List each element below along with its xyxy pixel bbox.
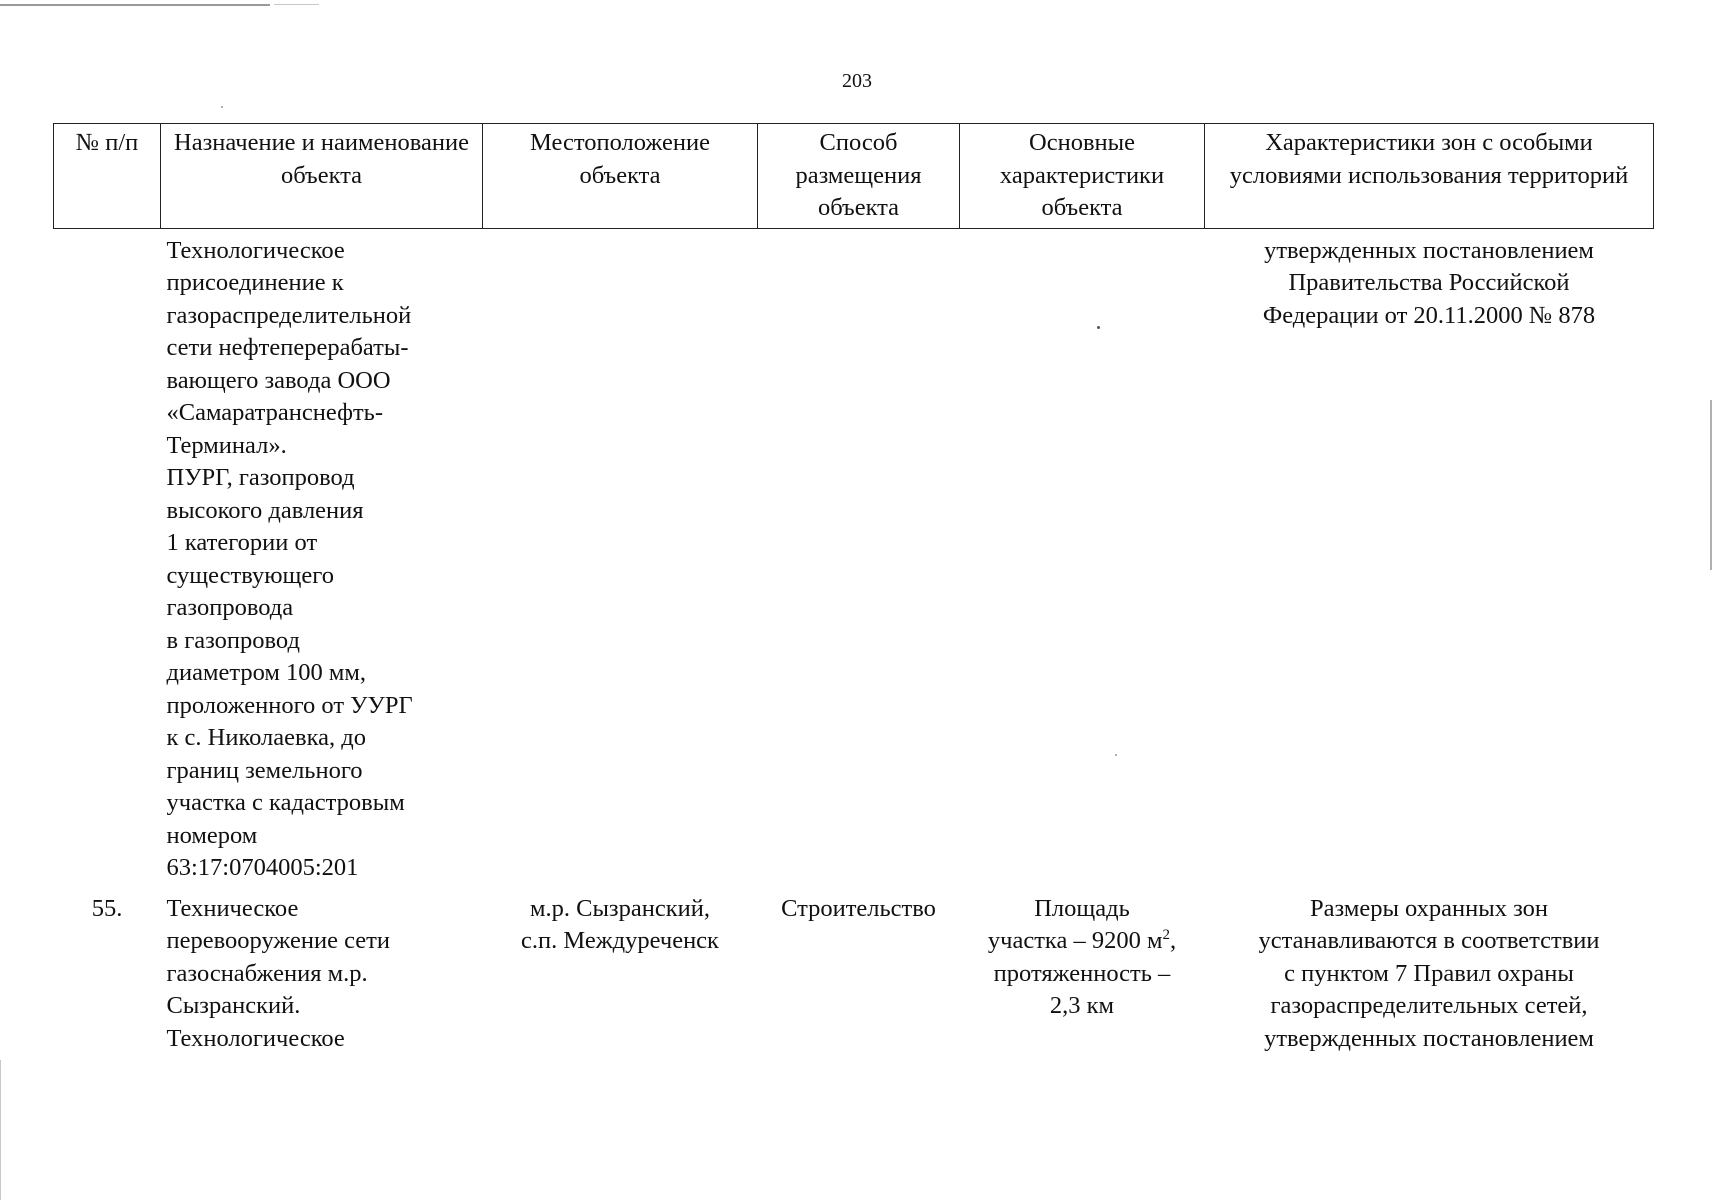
scan-artifact-line [0,4,270,6]
scan-speck [221,106,223,108]
cell-name: Техническое перевооружение сети газоснабжения м.р. Сызранский. Технологическое [166,894,390,1052]
cell-location: м.р. Сызранский, с.п. Междуреченск [521,894,719,954]
cell-characteristics [960,228,1205,891]
table-row [54,228,1654,891]
header-name: Назначение и наименование объекта [161,124,483,229]
characteristics-rest: , протяженность – 2,3 км [993,927,1177,1019]
cell-name: Технологическое присоединение к газораспределительной сети нефтеперерабаты- вающего завода ООО «Самаратранснефть- Терминал». ПУРГ, газопровод высокого давления 1 категории от существующего газопровода в газопровод диаметром 100 мм, проложенного от УУРГ к с. Николаевка, до границ земельного участка с кадастровым номером 63:17:0704005:201 [166,236,413,881]
header-zones: Характеристики зон с особыми условиями использования территорий [1205,124,1654,229]
objects-table [53,123,1654,1055]
page-number: 203 [842,70,872,92]
scan-artifact-edge [1710,400,1712,570]
characteristics-area-unit-sup: 2 [1162,926,1170,943]
cell-method [758,228,960,891]
cell-number [54,228,161,891]
header-number: № п/п [54,124,161,229]
cell-number: 55. [91,894,123,922]
cell-method: Строительство [781,894,936,922]
table-header-row [54,124,1654,229]
cell-zones: утвержденных постановлением Правительства Российской Федерации от 20.11.2000 № 878 [1262,236,1596,329]
scan-speck [1115,754,1117,756]
header-location: Местоположение объекта [483,124,758,229]
cell-zones: Размеры охранных зон устанавливаются в соответствии с пунктом 7 Правил охраны газораспределительных сетей, утвержденных постановлением [1258,894,1600,1052]
header-method: Способ размещения объекта [758,124,960,229]
scan-artifact-line [274,4,319,5]
cell-location [483,228,758,891]
scan-speck [1097,326,1100,329]
characteristics-area-value: участка – 9200 м [987,927,1163,954]
cell-characteristics [960,891,1205,1056]
scan-artifact-edge [0,1060,1,1200]
table-row [54,891,1654,1056]
header-characteristics: Основные характеристики объекта [960,124,1205,229]
characteristics-area-label: Площадь [1034,894,1130,922]
